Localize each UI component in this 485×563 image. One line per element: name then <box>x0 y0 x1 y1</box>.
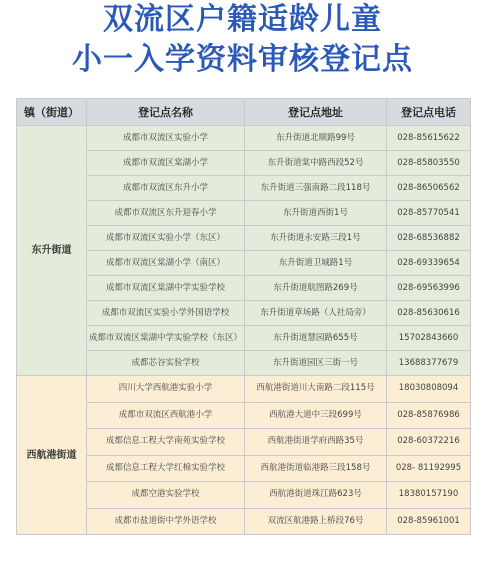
school-name-cell: 四川大学西航港实验小学 <box>87 376 245 403</box>
header-street: 镇（街道） <box>17 99 87 126</box>
phone-cell: 028-85630616 <box>387 301 471 326</box>
phone-cell: 028-60372216 <box>387 429 471 456</box>
address-cell: 西航港街道珠江路623号 <box>245 482 387 509</box>
phone-cell: 15702843660 <box>387 326 471 351</box>
school-name-cell: 成都市双流区实验小学外国语学校 <box>87 301 245 326</box>
header-address: 登记点地址 <box>245 99 387 126</box>
school-name-cell: 成都市双流区东升小学 <box>87 176 245 201</box>
address-cell: 东升街道棠中路西段52号 <box>245 151 387 176</box>
address-cell: 西航港街道学府西路35号 <box>245 429 387 456</box>
phone-cell: 028-85615622 <box>387 126 471 151</box>
phone-cell: 028-68536882 <box>387 226 471 251</box>
school-name-cell: 成都市双流区西航港小学 <box>87 402 245 429</box>
phone-cell: 028-85876986 <box>387 402 471 429</box>
address-cell: 西航港街道川大南路二段115号 <box>245 376 387 403</box>
street-cell: 东升街道 <box>17 126 87 376</box>
address-cell: 东升街道园区三街一号 <box>245 351 387 376</box>
phone-cell: 028-69339654 <box>387 251 471 276</box>
school-name-cell: 成都市双流区实验小学 <box>87 126 245 151</box>
school-name-cell: 成都市双流区实验小学（东区） <box>87 226 245 251</box>
registration-table <box>16 98 471 535</box>
school-name-cell: 成都信息工程大学红棉实验学校 <box>87 455 245 482</box>
school-name-cell: 成都市双流区棠湖中学实验学校（东区） <box>87 326 245 351</box>
address-cell: 东升街道草场路（人社局旁） <box>245 301 387 326</box>
phone-cell: 13688377679 <box>387 351 471 376</box>
phone-cell: 028-69563996 <box>387 276 471 301</box>
school-name-cell: 成都市双流区东升迎春小学 <box>87 201 245 226</box>
phone-cell: 028-85770541 <box>387 201 471 226</box>
table-body <box>17 126 471 535</box>
street-cell: 西航港街道 <box>17 376 87 535</box>
school-name-cell: 成都空港实验学校 <box>87 482 245 509</box>
title-line-1: 双流区户籍适龄儿童 <box>103 2 382 37</box>
phone-cell: 18030808094 <box>387 376 471 403</box>
phone-cell: 028-85803550 <box>387 151 471 176</box>
address-cell: 东升街道永安路三段1号 <box>245 226 387 251</box>
address-cell: 西航港街道临港路三段158号 <box>245 455 387 482</box>
phone-cell: 18380157190 <box>387 482 471 509</box>
school-name-cell: 成都芯谷实验学校 <box>87 351 245 376</box>
address-cell: 东升街道西街1号 <box>245 201 387 226</box>
address-cell: 东升街道慧园路655号 <box>245 326 387 351</box>
title-line-2: 小一入学资料审核登记点 <box>72 42 413 77</box>
address-cell: 东升街道卫城路1号 <box>245 251 387 276</box>
table-row <box>17 126 471 151</box>
phone-cell: 028- 81192995 <box>387 455 471 482</box>
table-header-row <box>17 99 471 126</box>
address-cell: 双流区航港路上桥段76号 <box>245 508 387 535</box>
school-name-cell: 成都市双流区棠湖小学 <box>87 151 245 176</box>
table-row <box>17 376 471 403</box>
address-cell: 东升街道航图路269号 <box>245 276 387 301</box>
header-name: 登记点名称 <box>87 99 245 126</box>
header-phone: 登记点电话 <box>387 99 471 126</box>
address-cell: 东升街道北顺路99号 <box>245 126 387 151</box>
address-cell: 西航港大道中三段699号 <box>245 402 387 429</box>
phone-cell: 028-86506562 <box>387 176 471 201</box>
school-name-cell: 成都市双流区棠湖中学实验学校 <box>87 276 245 301</box>
school-name-cell: 成都市盐道街中学外语学校 <box>87 508 245 535</box>
school-name-cell: 成都信息工程大学南苑实验学校 <box>87 429 245 456</box>
address-cell: 东升街道三强南路二段118号 <box>245 176 387 201</box>
phone-cell: 028-85961001 <box>387 508 471 535</box>
school-name-cell: 成都市双流区棠湖小学（南区） <box>87 251 245 276</box>
